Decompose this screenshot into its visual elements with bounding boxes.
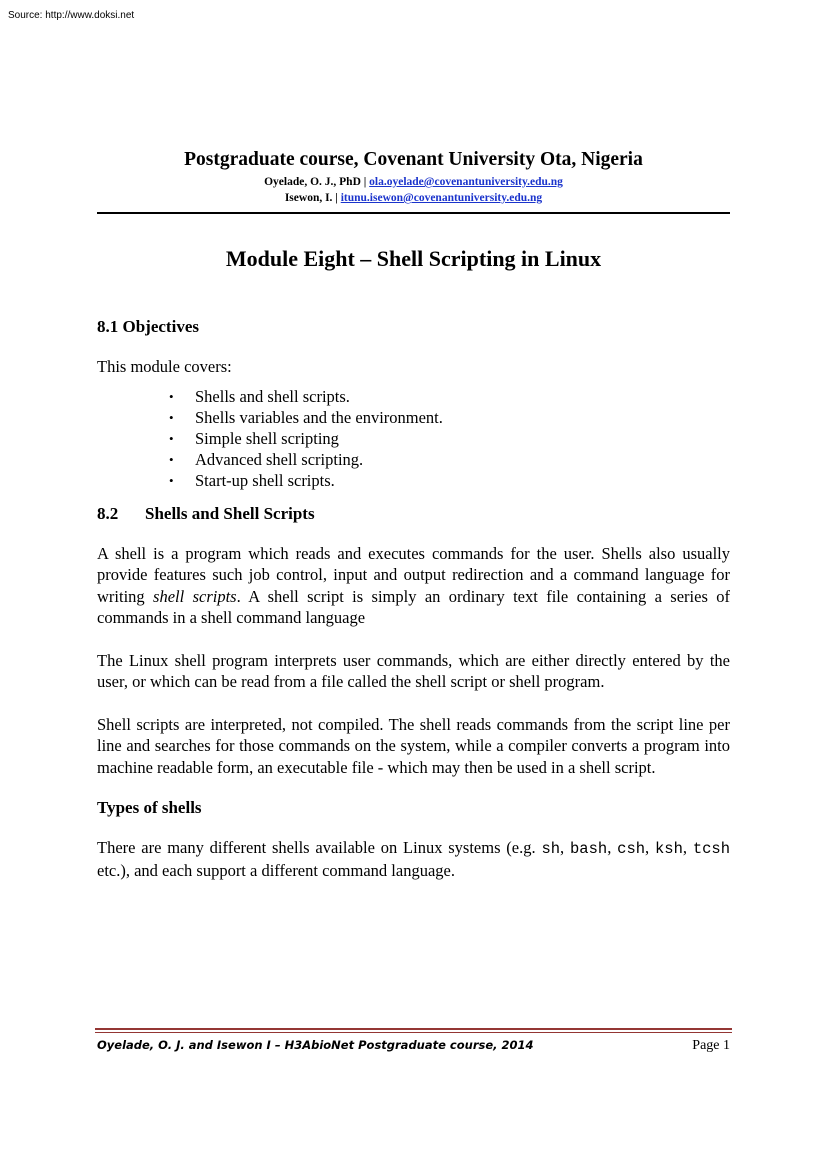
bullet-icon: •: [169, 452, 174, 467]
list-item: [97, 449, 730, 470]
list-item: [97, 386, 730, 407]
emphasis-shell-scripts: shell scripts: [153, 586, 237, 606]
source-url: Source: http://www.doksi.net: [8, 10, 135, 21]
list-item: [97, 407, 730, 428]
header-divider: [97, 212, 730, 214]
section-number: 8.2: [97, 504, 119, 523]
page-number: Page 1: [692, 1038, 730, 1053]
shell-name: tcsh: [692, 839, 731, 858]
paragraph-text: There are many different shells available on Linux systems (e.g.: [97, 837, 542, 857]
types-of-shells-heading: Types of shells: [97, 798, 202, 817]
objectives-list: [97, 386, 730, 491]
bullet-icon: •: [169, 473, 174, 488]
shell-name: csh: [617, 839, 646, 858]
list-item-text: Simple shell scripting: [195, 429, 339, 448]
shell-name: sh: [541, 839, 561, 858]
list-item: [97, 470, 730, 491]
document-body: [97, 316, 730, 882]
footer-divider-thin: [95, 1032, 732, 1033]
paragraph-text: . A shell script is simply an ordinary text file containing a series of commands in a shell command language: [97, 586, 730, 627]
list-item-text: Advanced shell scripting.: [195, 450, 364, 469]
bullet-icon: •: [169, 431, 174, 446]
author-line-1: [97, 174, 730, 190]
list-item-text: Shells variables and the environment.: [195, 408, 443, 427]
bullet-icon: •: [169, 410, 174, 425]
paragraph-shell-definition: [97, 543, 730, 629]
paragraph-linux-shell: The Linux shell program interprets user commands, which are either directly entered by the user, or which can be read from a file called the shell script or shell program.: [97, 650, 730, 691]
objectives-intro: This module covers:: [97, 356, 232, 376]
section-title: Shells and Shell Scripts: [145, 504, 315, 523]
objectives-heading: 8.1 Objectives: [97, 317, 199, 336]
shell-name: ksh: [654, 839, 683, 858]
shell-name: bash: [569, 839, 608, 858]
list-item-text: Shells and shell scripts.: [195, 387, 350, 406]
module-title: Module Eight – Shell Scripting in Linux: [225, 246, 602, 271]
paragraph-text: etc.), and each support a different command language.: [97, 861, 455, 880]
author-2-name: Isewon, I. |: [284, 192, 341, 204]
footer-divider-thick: [95, 1028, 732, 1030]
author-2-email-link[interactable]: itunu.isewon@covenantuniversity.edu.ng: [340, 192, 543, 204]
list-item-text: Start-up shell scripts.: [195, 471, 335, 490]
footer-credit: Oyelade, O. J. and Isewon I – H3AbioNet Postgraduate course, 2014: [97, 1038, 534, 1052]
author-1-name: Oyelade, O. J., PhD |: [264, 176, 370, 188]
section-8-2-heading: [97, 503, 730, 525]
paragraph-types-of-shells: There are many different shells available on Linux systems (e.g. sh, bash, csh, ksh, tcsh etc.), and each support a different command language.: [97, 837, 731, 880]
document-header: [97, 146, 730, 206]
author-line-2: [97, 190, 730, 206]
bullet-icon: •: [169, 389, 174, 404]
author-1-email-link[interactable]: ola.oyelade@covenantuniversity.edu.ng: [369, 176, 563, 188]
list-item: [97, 428, 730, 449]
paragraph-interpreted: Shell scripts are interpreted, not compiled. The shell reads commands from the script line per line and searches for those commands on the system, while a compiler converts a program into machine readable form, an executable file - which may then be used in a shell script.: [97, 714, 730, 777]
paragraph-text: A shell is a program which reads and executes commands for the user. Shells also usually provide features such job control, input and output redirection and a command language for writing: [97, 543, 730, 606]
course-title: Postgraduate course, Covenant University Ota, Nigeria: [184, 149, 643, 170]
